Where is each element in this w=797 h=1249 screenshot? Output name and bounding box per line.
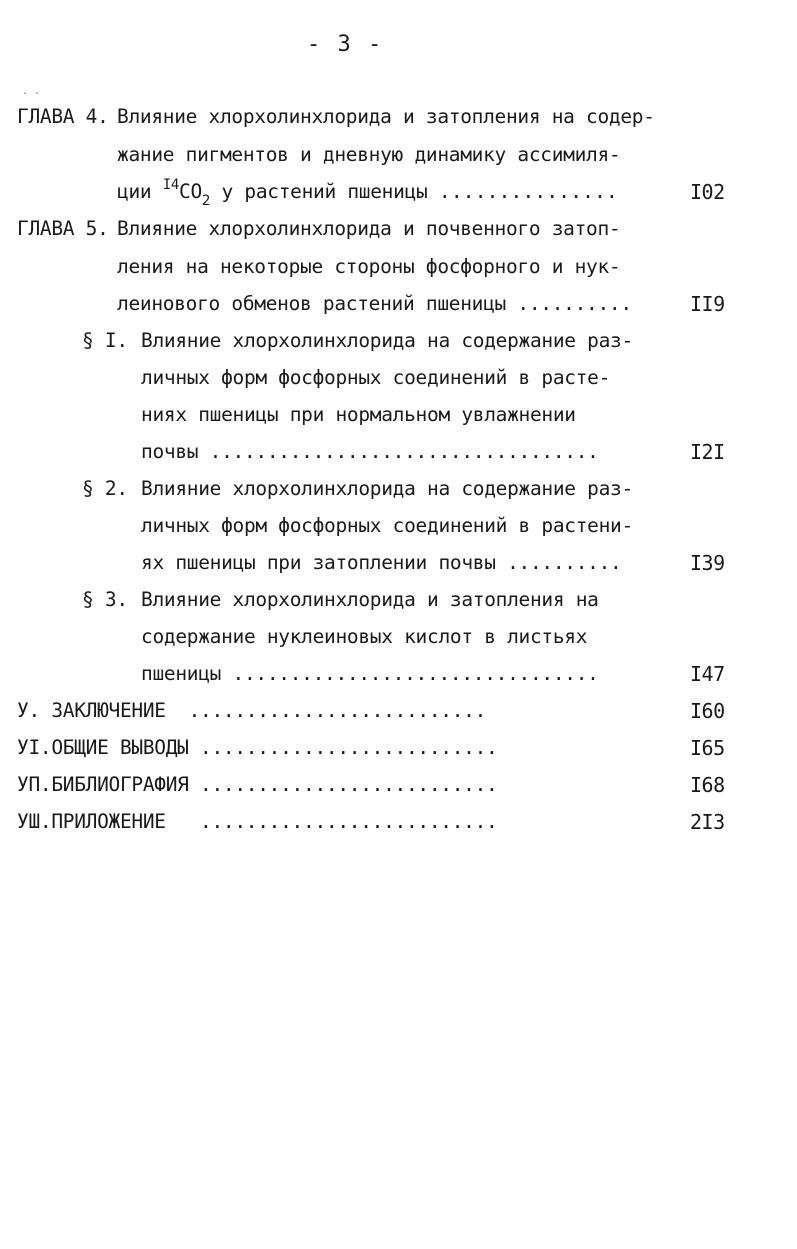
chapter4-line2: жание пигментов и дневную динамику ассимиля- xyxy=(117,143,621,166)
isotope-superscript: I4 xyxy=(162,177,180,193)
co2-subscript: 2 xyxy=(201,193,211,209)
section2-line1: Влияние хлорхолинхлорида на содержание раз- xyxy=(141,477,633,500)
chapter5-line2: ления на некотоpые стороны фосфорного и нук- xyxy=(117,255,621,278)
chapter4-line3-pre: ции xyxy=(117,180,163,203)
chapter4-label: ГЛАВА 4. xyxy=(17,105,109,128)
section2-line3: ях пшеницы при затоплении почвы .......... xyxy=(141,551,622,574)
section1-line3: ниях пшеницы при нормальном увлажнении xyxy=(141,403,576,426)
part6-page: I65 xyxy=(690,736,725,760)
section1-line4: почвы .................................. xyxy=(141,440,599,463)
section2-label: § 2. xyxy=(82,477,128,500)
part7-entry: УП.БИБЛИОГРАФИЯ .......................... xyxy=(17,773,498,796)
section3-line1: Влияние хлорхолинхлорида и затопления на xyxy=(141,588,599,611)
section3-line3: пшеницы ................................ xyxy=(141,662,599,685)
part7-page: I68 xyxy=(690,773,725,797)
chapter4-page: I02 xyxy=(690,180,725,204)
chapter4-line1: Влияние хлорхолинхлорида и затопления на содер- xyxy=(117,105,655,128)
section1-label: § I. xyxy=(82,329,128,352)
chapter4-line3-post: у растений пшеницы xyxy=(210,180,439,203)
section3-label: § 3. xyxy=(82,588,128,611)
part5-entry: У. ЗАКЛЮЧЕНИЕ .......................... xyxy=(17,699,487,722)
section1-page: I2I xyxy=(690,440,725,464)
section1-line2: личных форм фосфорных соединений в расте- xyxy=(141,366,611,389)
section2-page: I39 xyxy=(690,551,725,575)
section3-page: I47 xyxy=(690,662,725,686)
scan-speck: . . xyxy=(22,86,41,97)
part6-entry: УI.ОБЩИЕ ВЫВОДЫ .......................... xyxy=(17,736,498,759)
section3-line2: содержание нуклеиновых кислот в листьях xyxy=(141,625,588,648)
leader-dots: ............... xyxy=(438,180,618,203)
chapter5-page: II9 xyxy=(690,292,725,316)
co-text: CO xyxy=(179,180,202,203)
chapter5-line3: леинового обменов растений пшеницы .......... xyxy=(117,292,632,315)
page-number: - 3 - xyxy=(307,32,384,57)
chapter5-label: ГЛАВА 5. xyxy=(17,217,109,240)
chapter4-line3 xyxy=(117,177,618,209)
part8-page: 2I3 xyxy=(690,810,725,834)
section2-line2: личных форм фосфорных соединений в растени- xyxy=(141,514,633,537)
part5-page: I60 xyxy=(690,699,725,723)
chapter5-line1: Влияние хлорхолинхлорида и почвенного затоп- xyxy=(117,217,621,240)
part8-entry: УШ.ПРИЛОЖЕНИЕ .......................... xyxy=(17,810,498,833)
section1-line1: Влияние хлорхолинхлорида на содержание раз- xyxy=(141,329,633,352)
